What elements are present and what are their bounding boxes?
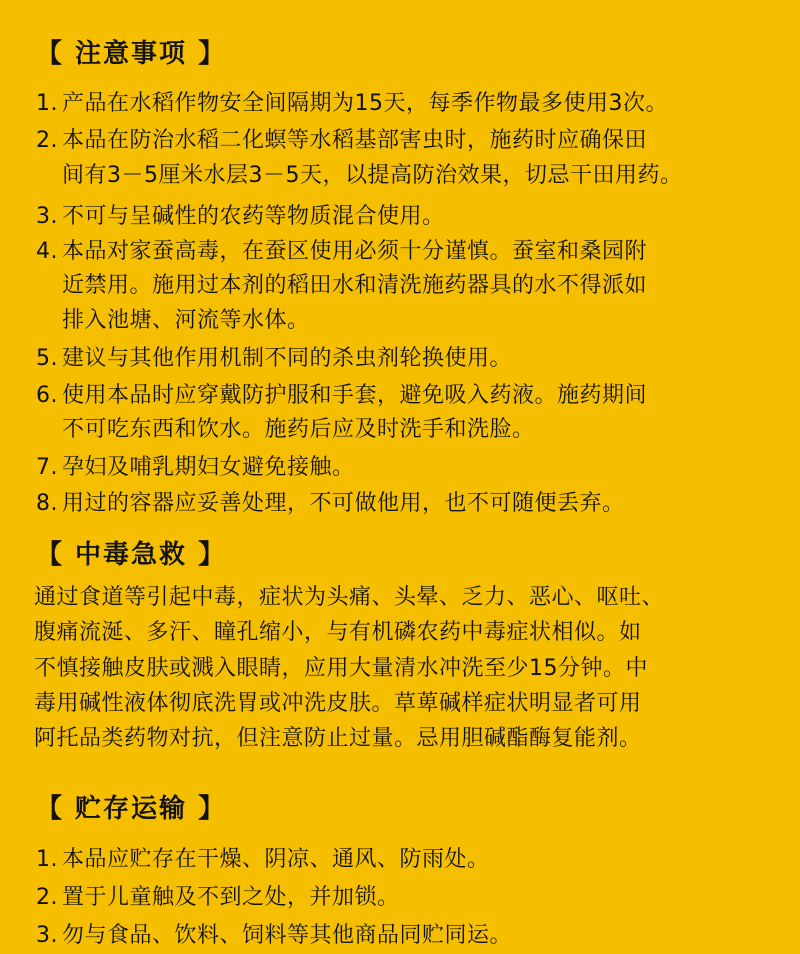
first-aid-line-4: 毒用碱性液体彻底洗胃或冲洗皮肤。草萆碱样症状明显者可用 [34, 691, 642, 716]
first-aid-title: 【 中毒急救 】 [36, 540, 227, 570]
precaution-item-6: 6. 使用本品时应穿戴防护服和手套，避免吸入药液。施药期间 [36, 383, 648, 408]
first-aid-line-5: 阿托品类药物对抗，但注意防止过量。忌用胆碱酯酶复能剂。 [34, 726, 642, 751]
precautions-title: 【 注意事项 】 [36, 39, 227, 69]
first-aid-line-2: 腹痛流涎、多汗、瞳孔缩小，与有机磷农药中毒症状相似。如 [34, 620, 642, 645]
precaution-item-6-cont: 不可吃东西和饮水。施药后应及时洗手和洗脸。 [62, 417, 535, 442]
first-aid-line-1: 通过食道等引起中毒，症状为头痛、头晕、乏力、恶心、呕吐、 [34, 585, 665, 610]
storage-title: 【 贮存运输 】 [36, 794, 227, 824]
precaution-item-3: 3. 不可与呈碱性的农药等物质混合使用。 [36, 204, 445, 229]
precaution-item-4-cont-1: 近禁用。施用过本剂的稻田水和清洗施药器具的水不得派如 [62, 273, 648, 298]
first-aid-line-3: 不慎接触皮肤或溅入眼睛，应用大量清水冲洗至少15分钟。中 [34, 656, 648, 681]
storage-item-3: 3. 勿与食品、饮料、饲料等其他商品同贮同运。 [36, 923, 513, 948]
precaution-item-5: 5. 建议与其他作用机制不同的杀虫剂轮换使用。 [36, 346, 513, 371]
precaution-item-1: 1. 产品在水稻作物安全间隔期为15天，每季作物最多使用3次。 [36, 91, 668, 116]
precaution-item-8: 8. 用过的容器应妥善处理，不可做他用，也不可随便丢弃。 [36, 491, 625, 516]
precaution-item-2: 2. 本品在防治水稻二化螟等水稻基部害虫时，施药时应确保田 [36, 128, 648, 153]
precaution-item-2-cont: 间有3－5厘米水层3－5天，以提高防治效果，切忌干田用药。 [62, 163, 683, 188]
storage-item-1: 1. 本品应贮存在干燥、阴凉、通风、防雨处。 [36, 847, 490, 872]
storage-item-2: 2. 置于儿童触及不到之处，并加锁。 [36, 885, 400, 910]
precaution-item-7: 7. 孕妇及哺乳期妇女避免接触。 [36, 455, 355, 480]
precaution-item-4-cont-2: 排入池塘、河流等水体。 [62, 308, 310, 333]
precaution-item-4: 4. 本品对家蚕高毒，在蚕区使用必须十分谨慎。蚕室和桑园附 [36, 239, 648, 264]
